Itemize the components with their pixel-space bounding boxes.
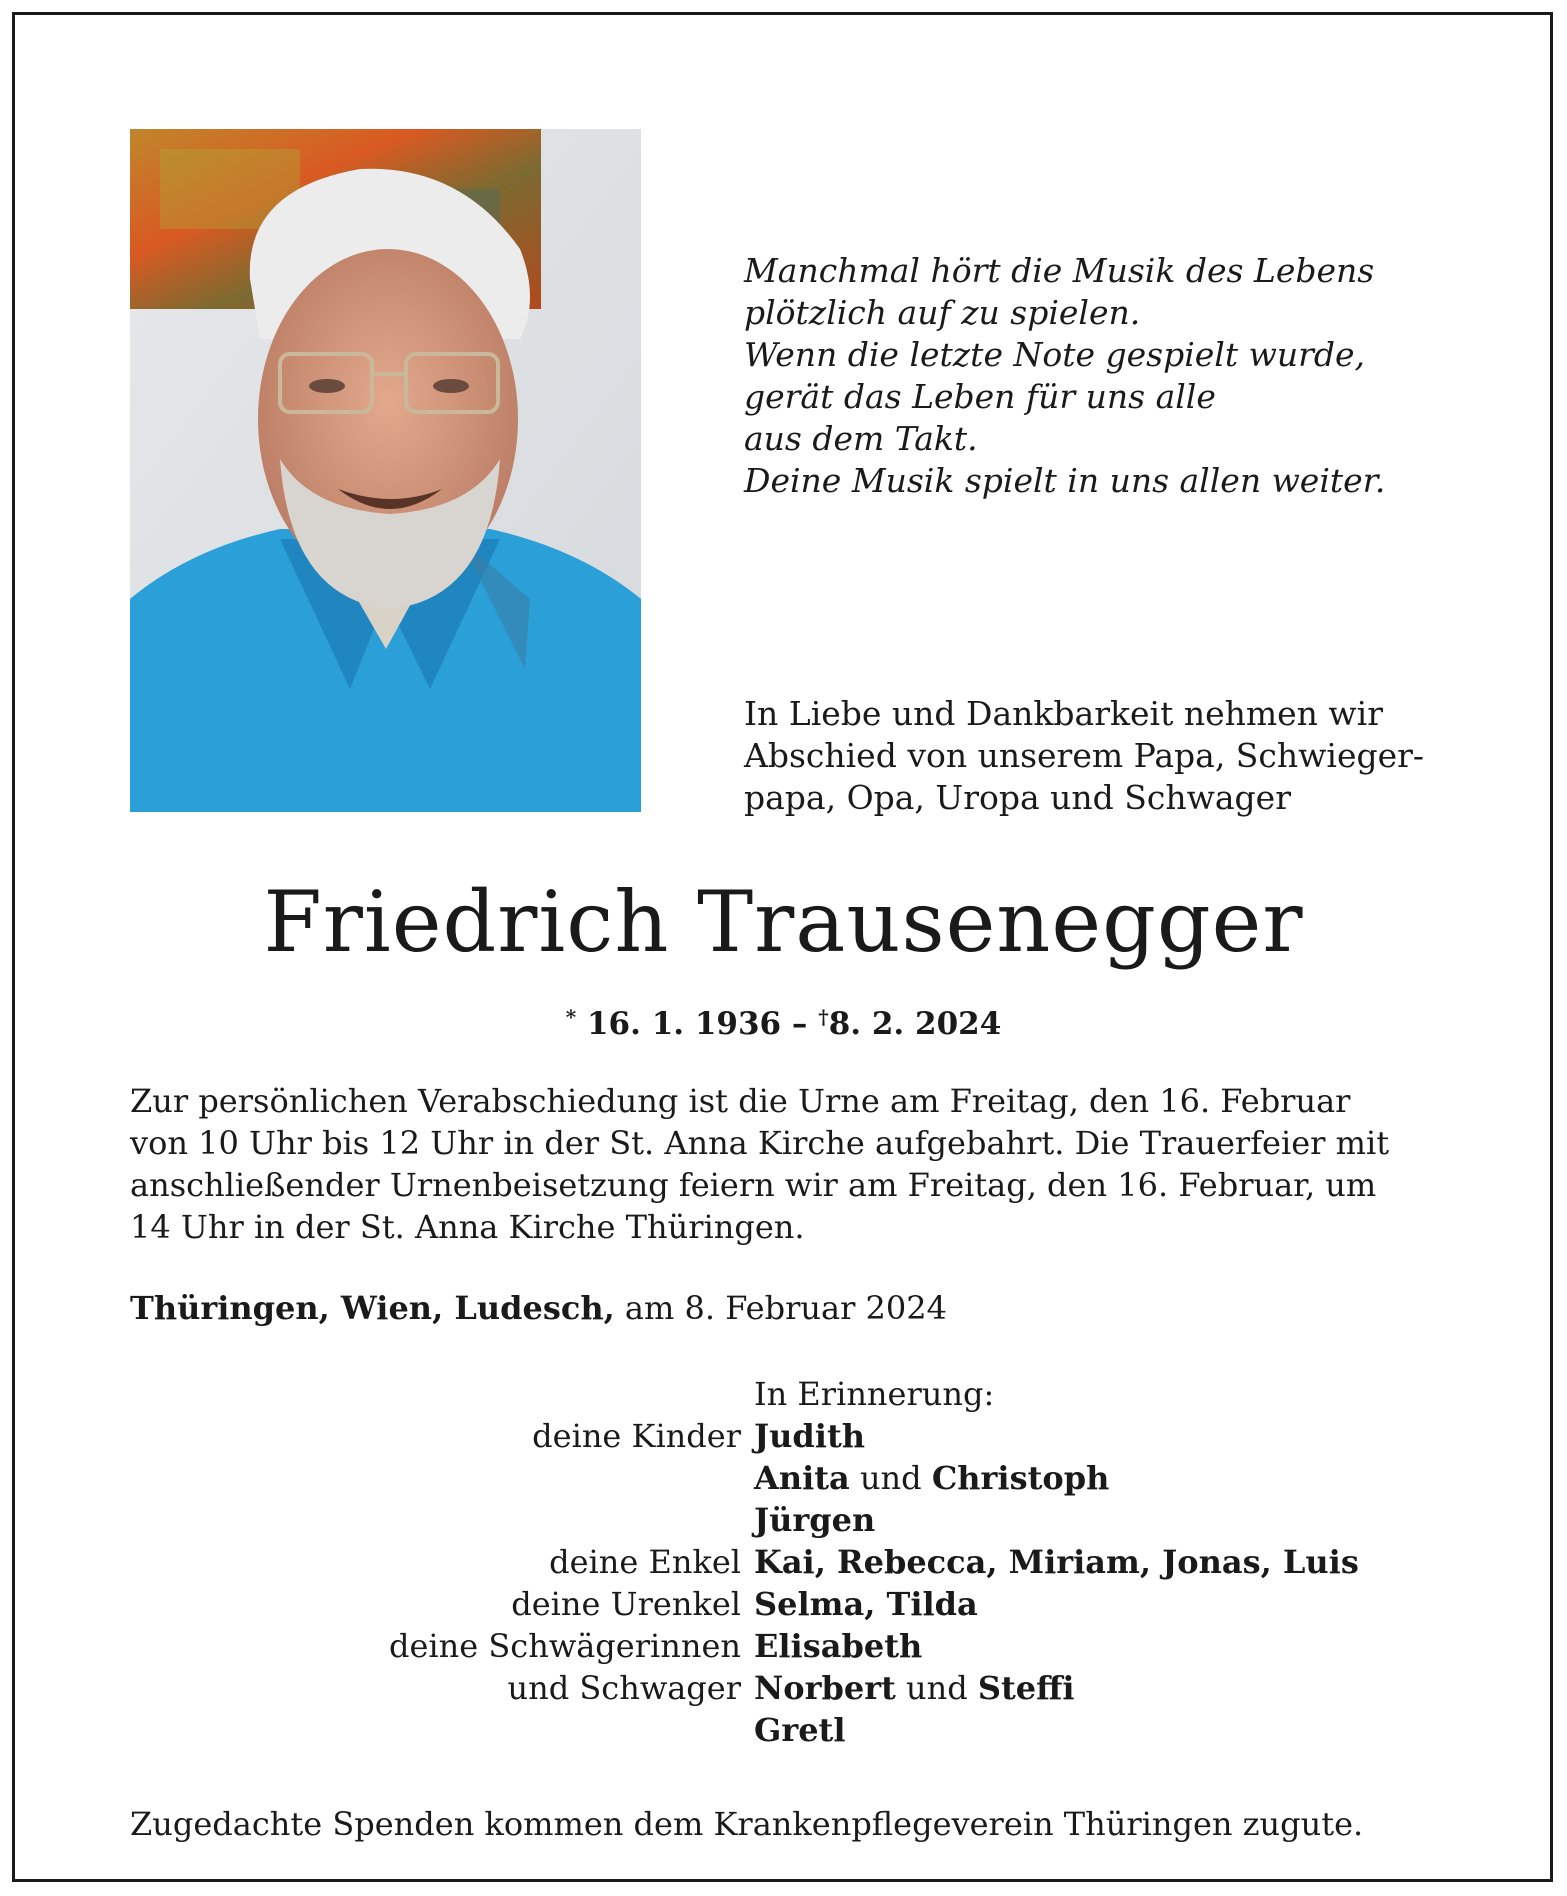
ceremony-line: Zur persönlichen Verabschiedung ist die Urne am Freitag, den 16. Februar <box>130 1082 1351 1120</box>
children-names <box>754 1457 1109 1499</box>
place-towns: Thüringen, Wien, Ludesch, <box>130 1289 615 1327</box>
and-word: und <box>895 1669 978 1707</box>
great-grandchildren-label: deine Urenkel <box>511 1585 741 1623</box>
intro-line: Abschied von unserem Papa, Schwieger- <box>744 736 1425 775</box>
brother-in-law-label: und Schwager <box>507 1669 741 1707</box>
ceremony-line: von 10 Uhr bis 12 Uhr in der St. Anna Kirche aufgebahrt. Die Trauerfeier mit <box>130 1124 1390 1162</box>
birth-symbol: * <box>565 1005 577 1029</box>
place-date <box>130 1287 947 1329</box>
portrait-photo <box>130 129 641 812</box>
ceremony-line: anschließender Urnenbeisetzung feiern wir am Freitag, den 16. Februar, um <box>130 1166 1377 1204</box>
ceremony-line: 14 Uhr in der St. Anna Kirche Thüringen. <box>130 1208 805 1246</box>
relative-name: Norbert <box>754 1669 896 1707</box>
deceased-name: Friedrich Trausenegger <box>263 873 1304 971</box>
sisters-in-law-names: Elisabeth <box>754 1627 923 1665</box>
poem-line: aus dem Takt. <box>744 419 978 458</box>
brother-in-law-names <box>754 1667 1075 1709</box>
children-name: Jürgen <box>754 1501 876 1539</box>
life-dates <box>0 997 1567 1044</box>
child-name: Anita <box>754 1459 850 1497</box>
poem-line: Manchmal hört die Musik des Lebens <box>744 251 1375 290</box>
children-label: deine Kinder <box>532 1417 741 1455</box>
sisters-in-law-label: deine Schwägerinnen <box>388 1627 741 1665</box>
relative-name: Steffi <box>977 1669 1075 1707</box>
poem-line: gerät das Leben für uns alle <box>744 377 1216 416</box>
relative-name: Gretl <box>754 1711 846 1749</box>
poem-line: Deine Musik spielt in uns allen weiter. <box>744 461 1386 500</box>
poem-line: plötzlich auf zu spielen. <box>744 293 1141 332</box>
death-symbol: † <box>818 1005 829 1029</box>
ceremony-text <box>130 1080 1440 1248</box>
death-date: 8. 2. 2024 <box>828 1006 1002 1042</box>
intro-line: papa, Opa, Uropa und Schwager <box>744 778 1291 817</box>
child-partner-name: Christoph <box>931 1459 1110 1497</box>
great-grandchildren-names: Selma, Tilda <box>754 1585 978 1623</box>
birth-date: 16. 1. 1936 <box>586 1006 782 1042</box>
and-word: und <box>849 1459 932 1497</box>
place-date-text: am 8. Februar 2024 <box>614 1289 947 1327</box>
poem-line: Wenn die letzte Note gespielt wurde, <box>744 335 1366 374</box>
intro-line: In Liebe und Dankbarkeit nehmen wir <box>744 694 1384 733</box>
donation-note: Zugedachte Spenden kommen dem Krankenpflegeverein Thüringen zugute. <box>130 1805 1364 1843</box>
poem <box>744 250 1464 502</box>
memory-heading: In Erinnerung: <box>754 1375 995 1413</box>
children-name: Judith <box>754 1417 865 1455</box>
date-dash: – <box>781 1006 819 1042</box>
intro-text <box>744 693 1439 819</box>
grandchildren-label: deine Enkel <box>549 1543 741 1581</box>
grandchildren-names: Kai, Rebecca, Miriam, Jonas, Luis <box>754 1543 1359 1581</box>
